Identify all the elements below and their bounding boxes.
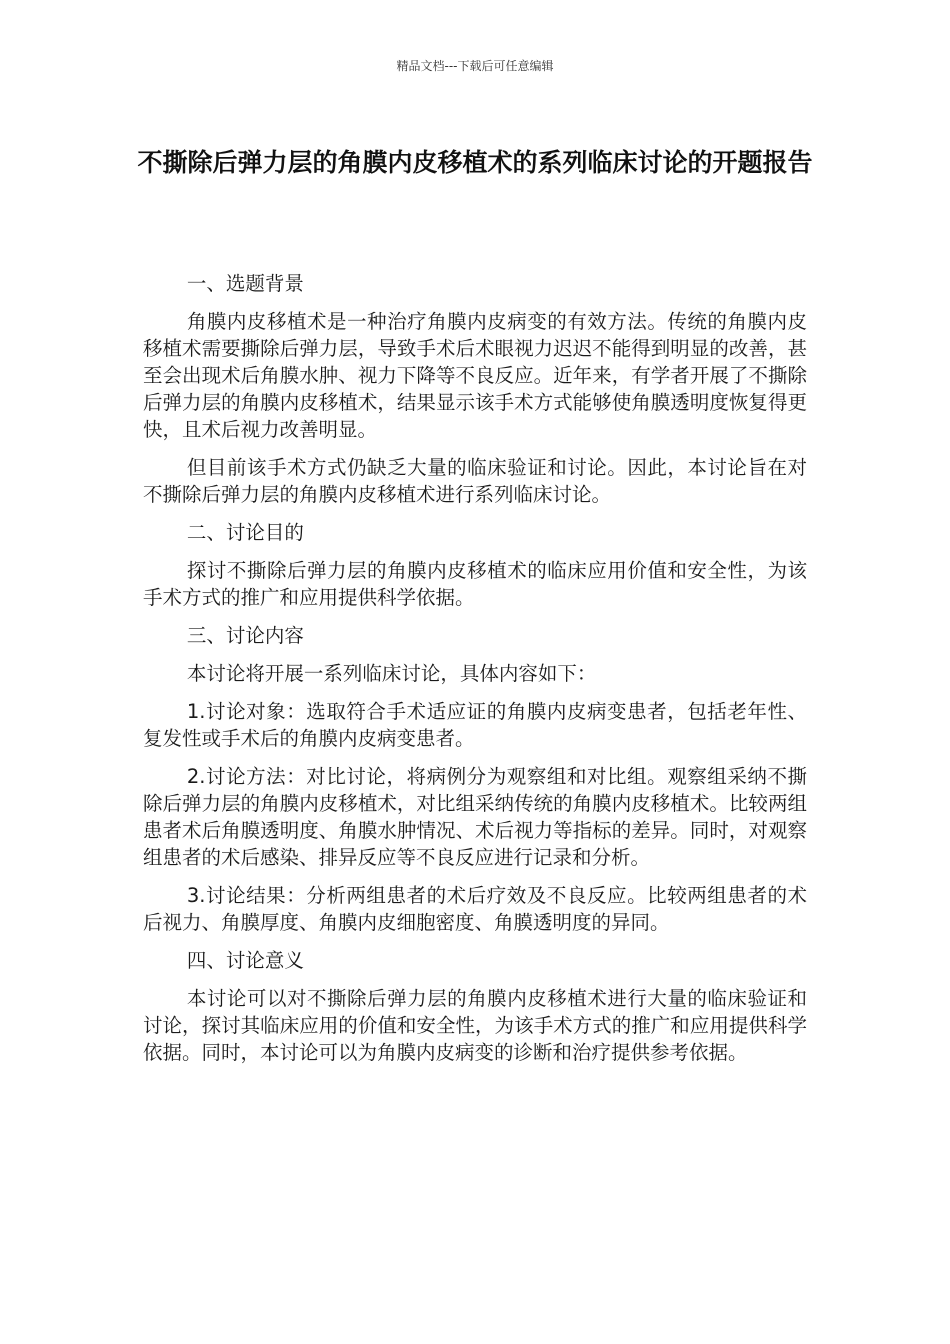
page-header: 精品文档---下载后可任意编辑 bbox=[396, 59, 554, 73]
document-title: 不撕除后弹力层的角膜内皮移植术的系列临床讨论的开题报告 bbox=[137, 148, 813, 177]
section-purpose bbox=[143, 519, 807, 611]
list-item-paragraph: 3.讨论结果：分析两组患者的术后疗效及不良反应。比较两组患者的术后视力、角膜厚度、角膜内皮细胞密度、角膜透明度的异同。 bbox=[143, 884, 807, 934]
list-item-paragraph: 1.讨论对象：选取符合手术适应证的角膜内皮病变患者，包括老年性、复发性或手术后的角膜内皮病变患者。 bbox=[143, 700, 807, 750]
section-significance bbox=[143, 947, 807, 1066]
section-heading: 四、讨论意义 bbox=[186, 949, 304, 972]
body-paragraph: 但目前该手术方式仍缺乏大量的临床验证和讨论。因此，本讨论旨在对不撕除后弹力层的角膜内皮移植术进行系列临床讨论。 bbox=[143, 456, 807, 506]
section-content bbox=[143, 622, 807, 936]
body-paragraph: 本讨论可以对不撕除后弹力层的角膜内皮移植术进行大量的临床验证和讨论，探讨其临床应用的价值和安全性，为该手术方式的推广和应用提供科学依据。同时，本讨论可以为角膜内皮病变的诊断和治疗提供参考依据。 bbox=[143, 987, 807, 1064]
body-paragraph: 角膜内皮移植术是一种治疗角膜内皮病变的有效方法。传统的角膜内皮移植术需要撕除后弹力层，导致手术后术眼视力迟迟不能得到明显的改善，甚至会出现术后角膜水肿、视力下降等不良反应。近年来，有学者开展了不撕除后弹力层的角膜内皮移植术，结果显示该手术方式能够使角膜透明度恢复得更快，且术后视力改善明显。 bbox=[143, 310, 807, 441]
document-body bbox=[143, 270, 807, 1077]
section-heading: 一、选题背景 bbox=[186, 272, 304, 295]
section-heading: 三、讨论内容 bbox=[186, 624, 304, 647]
list-item-paragraph: 2.讨论方法：对比讨论，将病例分为观察组和对比组。观察组采纳不撕除后弹力层的角膜内皮移植术，对比组采纳传统的角膜内皮移植术。比较两组患者术后角膜透明度、角膜水肿情况、术后视力等指标的差异。同时，对观察组患者的术后感染、排异反应等不良反应进行记录和分析。 bbox=[143, 765, 807, 869]
body-paragraph: 探讨不撕除后弹力层的角膜内皮移植术的临床应用价值和安全性，为该手术方式的推广和应用提供科学依据。 bbox=[143, 559, 807, 609]
section-background bbox=[143, 270, 807, 508]
body-paragraph: 本讨论将开展一系列临床讨论，具体内容如下： bbox=[186, 662, 597, 685]
section-heading: 二、讨论目的 bbox=[186, 521, 304, 544]
